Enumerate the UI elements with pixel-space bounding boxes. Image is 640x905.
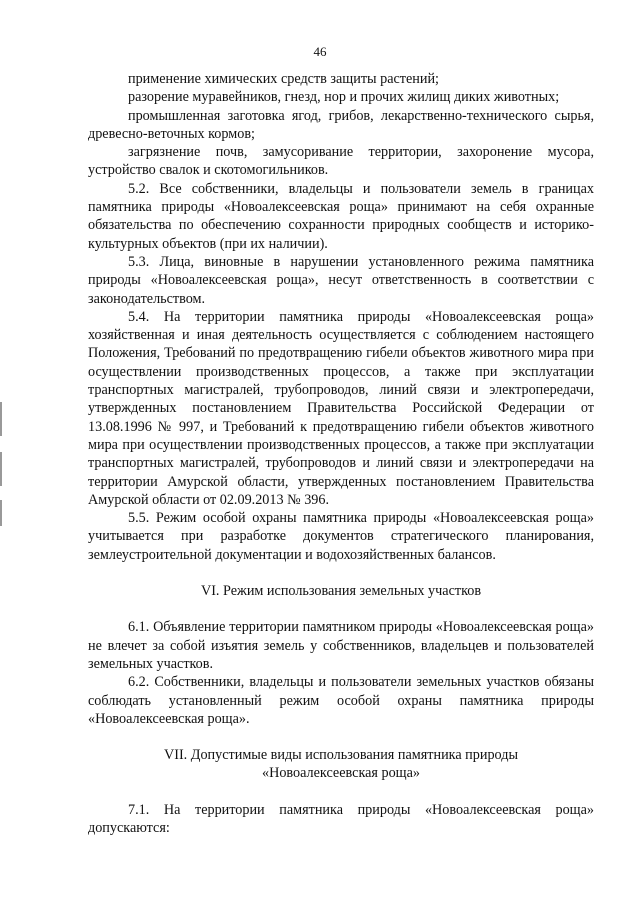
- scan-edge-mark: [0, 500, 2, 526]
- paragraph: 6.1. Объявление территории памятником природы «Новоалексеевская роща» не влечет за собой изъятия земель у собственников, владельцев и пользователей земельных участков.: [88, 619, 594, 672]
- paragraph: 7.1. На территории памятника природы «Новоалексеевская роща» допускаются:: [88, 801, 594, 836]
- paragraph: применение химических средств защиты растений;: [128, 71, 440, 87]
- paragraph: 6.2. Собственники, владельцы и пользователи земельных участков обязаны соблюдать установленный режим особой охраны памятника природы «Новоалексеевская роща».: [88, 674, 594, 727]
- paragraph: 5.5. Режим особой охраны памятника природы «Новоалексеевская роща» учитывается при разработке документов стратегического планирования, землеустроительной документации и водохозяйственных балансов.: [88, 510, 594, 563]
- paragraph: загрязнение почв, замусоривание территории, захоронение мусора, устройство свалок и скотомогильников.: [88, 144, 594, 179]
- paragraph: 5.2. Все собственники, владельцы и пользователи земель в границах памятника природы «Новоалексеевская роща» принимают на себя охранные обязательства по обеспечению сохранности природных сообществ и историко-культурных объектов (при их наличии).: [88, 180, 594, 252]
- document-body: [88, 70, 594, 837]
- section-heading: VI. Режим использования земельных участков: [200, 583, 482, 600]
- section-heading-continuation: «Новоалексеевская роща»: [262, 765, 420, 782]
- paragraph: промышленная заготовка ягод, грибов, лекарственно-технического сырья, древесно-веточных кормов;: [88, 107, 594, 142]
- paragraph: разорение муравейников, гнезд, нор и прочих жилищ диких животных;: [128, 89, 560, 106]
- paragraph: 5.3. Лица, виновные в нарушении установленного режима памятника природы «Новоалексеевская роща», несут ответственность в соответствии с законодательством.: [88, 253, 594, 307]
- scan-edge-mark: [0, 452, 2, 486]
- section-heading: VII. Допустимые виды использования памятника природы: [163, 747, 518, 764]
- scan-edge-mark: [0, 402, 2, 436]
- paragraph: 5.4. На территории памятника природы «Новоалексеевская роща» хозяйственная и иная деятельность осуществляется с соблюдением настоящего Положения, Требований по предотвращению гибели объектов животного мира при осуществлении производственных процессов, а также при эксплуатации транспортных магистралей, трубопроводов, линий связи и электропередачи, утвержденных постановлением Правительства Российской Федерации от 13.08.1996 № 997, и Требований к предотвращению гибели объектов животного мира при осуществлении производственных процессов, а также при эксплуатации транспортных магистралей, трубопроводов и линий связи и электропередачи на территории Амурской области, утвержденных постановлением Правительства Амурской области от 02.09.2013 № 396.: [88, 308, 594, 508]
- page-number: 46: [313, 44, 327, 59]
